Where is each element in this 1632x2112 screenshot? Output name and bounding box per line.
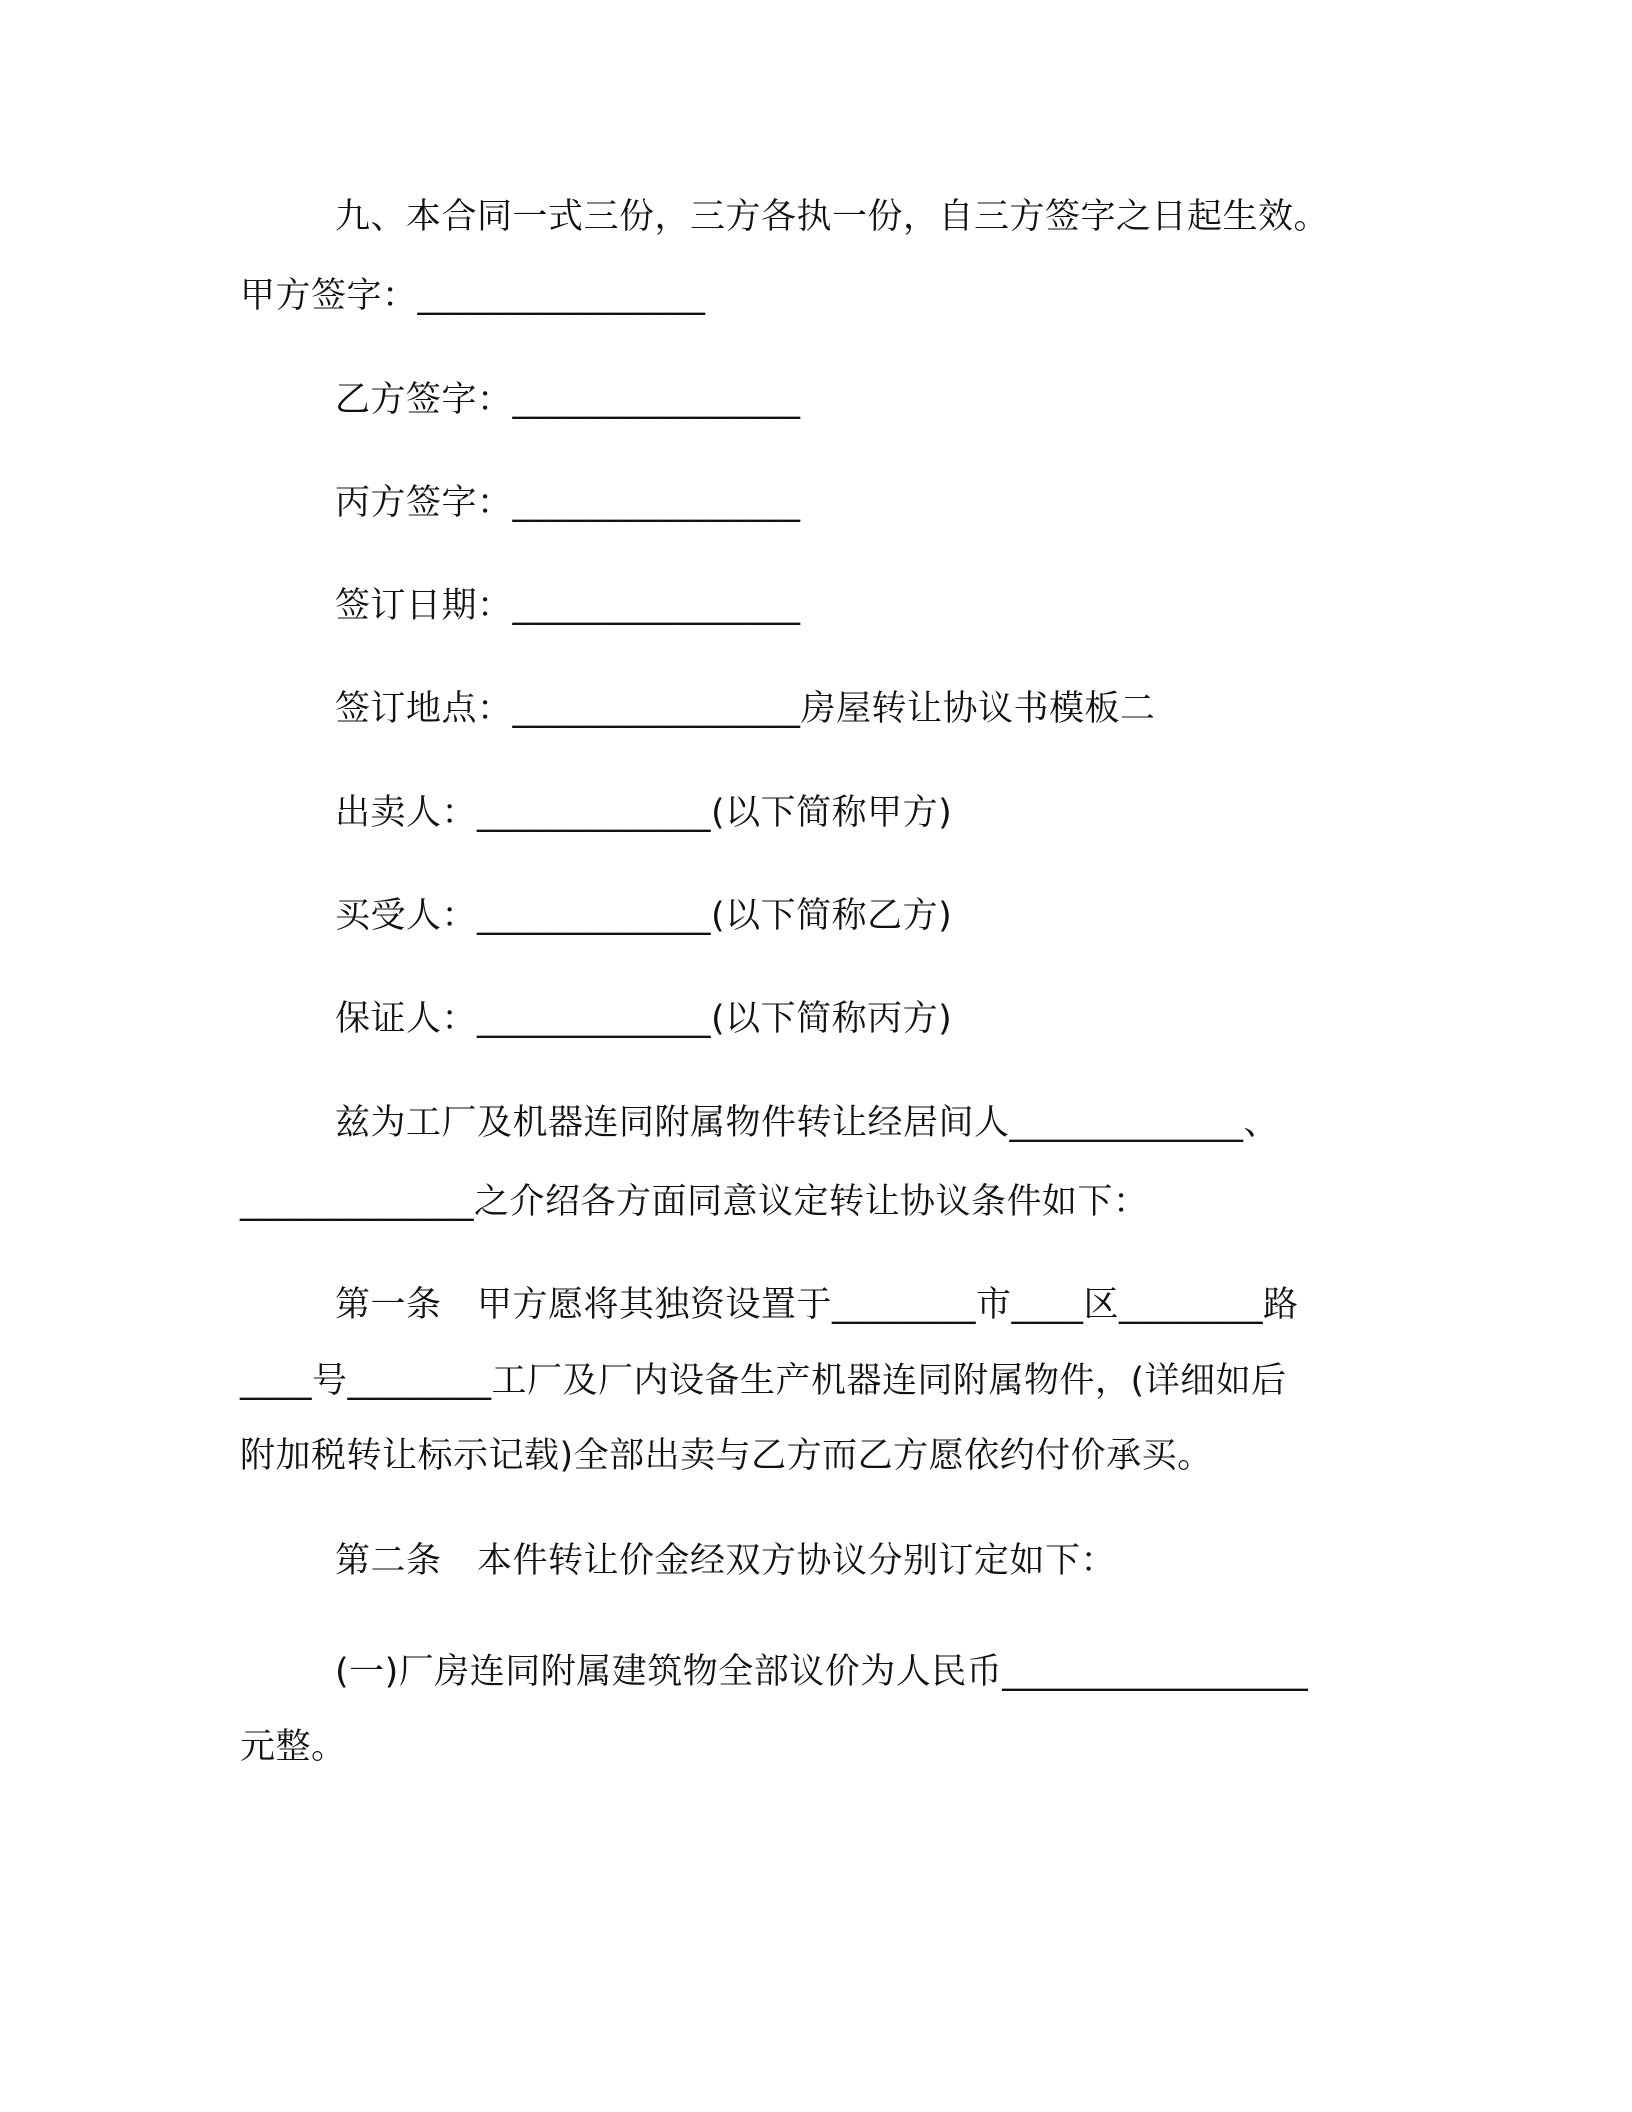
preamble-line-1: 兹为工厂及机器连同附属物件转让经居间人_____________、 (335, 1103, 1280, 1143)
clause-nine-effective: 九、本合同一式三份，三方各执一份，自三方签字之日起生效。 (335, 197, 1330, 237)
signing-date-field: 签订日期：________________ (335, 586, 801, 626)
article-two-heading: 第二条 本件转让价金经双方协议分别订定如下： (335, 1541, 1117, 1581)
guarantor-field: 保证人：_____________(以下简称丙方) (335, 999, 953, 1039)
buyer-field: 买受人：_____________(以下简称乙方) (335, 896, 953, 936)
article-one-line-3: 附加税转让标示记载)全部出卖与乙方而乙方愿依约付价承买。 (240, 1436, 1213, 1476)
price-item-one-line-2: 元整。 (240, 1727, 347, 1767)
price-item-one-line-1: (一)厂房连同附属建筑物全部议价为人民币_________________ (335, 1652, 1309, 1692)
seller-field: 出卖人：_____________(以下简称甲方) (335, 793, 953, 833)
party-b-signature-field: 乙方签字：________________ (335, 380, 801, 420)
article-one-line-2: ____号________工厂及厂内设备生产机器连同附属物件，(详细如后 (240, 1361, 1287, 1401)
article-one-line-1: 第一条 甲方愿将其独资设置于________市____区________路 (335, 1285, 1299, 1325)
party-a-signature-field: 甲方签字：________________ (240, 276, 706, 316)
signing-place-field: 签订地点：________________房屋转让协议书模板二 (335, 689, 1156, 729)
preamble-line-2: _____________之介绍各方面同意议定转让协议条件如下： (240, 1182, 1149, 1222)
party-c-signature-field: 丙方签字：________________ (335, 483, 801, 523)
